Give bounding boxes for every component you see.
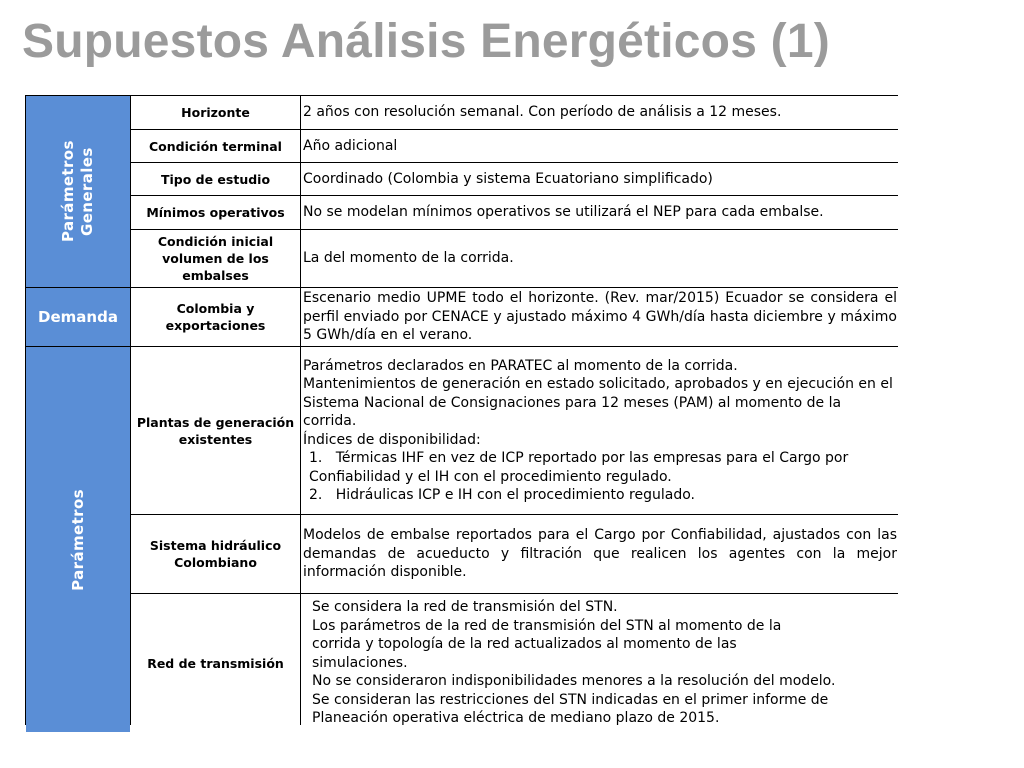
row-label-sistema-hidraulico: Sistema hidráulico Colombiano: [131, 515, 300, 593]
row-value-colombia-exportaciones: Escenario medio UPME todo el horizonte. (Rev. mar/2015) Ecuador se considera el perfil enviado por CENACE y ajustado máximo 4 GWh/día hasta diciembre y máximo 5 GWh/día en el verano.: [301, 288, 899, 346]
row-label-condicion-terminal: Condición terminal: [131, 130, 300, 162]
row-value-tipo-estudio: Coordinado (Colombia y sistema Ecuatoriano simplificado): [301, 163, 899, 195]
red-line: simulaciones.: [312, 654, 408, 671]
plantas-line: 1. Térmicas IHF en vez de ICP reportado por las empresas para el Cargo por Confiabilidad y el IH con el procedimiento regulado.: [309, 450, 849, 485]
row-label-red-transmision: Red de transmisión: [131, 594, 300, 732]
group-label: Parámetros: [68, 488, 87, 591]
row-label-horizonte: Horizonte: [131, 96, 300, 129]
plantas-line: 2. Hidráulicas ICP e IH con el procedimiento regulado.: [309, 487, 695, 503]
row-value-red-transmision: [301, 594, 899, 732]
group-demanda: [26, 288, 130, 346]
group-label: Parámetros Generales: [59, 140, 96, 243]
row-value-plantas-generacion: [301, 347, 899, 514]
red-line: corrida y topología de la red actualizados al momento de las: [312, 636, 737, 653]
red-line: No se consideraron indisponibilidades menores a la resolución del modelo.: [312, 673, 836, 690]
plantas-line: Índices de disponibilidad:: [303, 431, 481, 448]
group-label: Demanda: [38, 308, 118, 326]
row-label-condicion-inicial: Condición inicial volumen de los embalses: [131, 230, 300, 287]
row-value-condicion-terminal: Año adicional: [301, 130, 899, 162]
red-line: Planeación operativa eléctrica de mediano plazo de 2015.: [312, 710, 720, 727]
plantas-line: Mantenimientos de generación en estado solicitado, aprobados y en ejecución en el Sistema Nacional de Consignaciones para 12 meses (PAM) al momento de la corrida.: [303, 376, 893, 429]
red-line: Los parámetros de la red de transmisión del STN al momento de la: [312, 617, 782, 634]
page-title: Supuestos Análisis Energéticos (1): [22, 15, 830, 68]
row-label-minimos-operativos: Mínimos operativos: [131, 196, 300, 229]
red-list: [312, 598, 897, 728]
row-value-horizonte: 2 años con resolución semanal. Con período de análisis a 12 meses.: [301, 96, 899, 129]
plantas-line: Parámetros declarados en PARATEC al momento de la corrida.: [303, 357, 738, 374]
row-label-colombia-exportaciones: Colombia y exportaciones: [131, 288, 300, 346]
row-label-tipo-estudio: Tipo de estudio: [131, 163, 300, 195]
group-parametros-generales: [26, 96, 130, 287]
red-line: Se considera la red de transmisión del STN.: [312, 599, 618, 616]
assumptions-table: [25, 95, 898, 725]
row-value-minimos-operativos: No se modelan mínimos operativos se utilizará el NEP para cada embalse.: [301, 196, 899, 229]
red-line: Se consideran las restricciones del STN indicadas en el primer informe de: [312, 691, 829, 708]
row-value-sistema-hidraulico: Modelos de embalse reportados para el Cargo por Confiabilidad, ajustados con las demandas de acueducto y filtración que realicen los agentes con la mejor información disponible.: [301, 515, 899, 593]
row-value-condicion-inicial: La del momento de la corrida.: [301, 230, 899, 287]
row-label-plantas-generacion: Plantas de generación existentes: [131, 347, 300, 514]
group-parametros: [26, 347, 130, 732]
plantas-list: [303, 357, 897, 505]
